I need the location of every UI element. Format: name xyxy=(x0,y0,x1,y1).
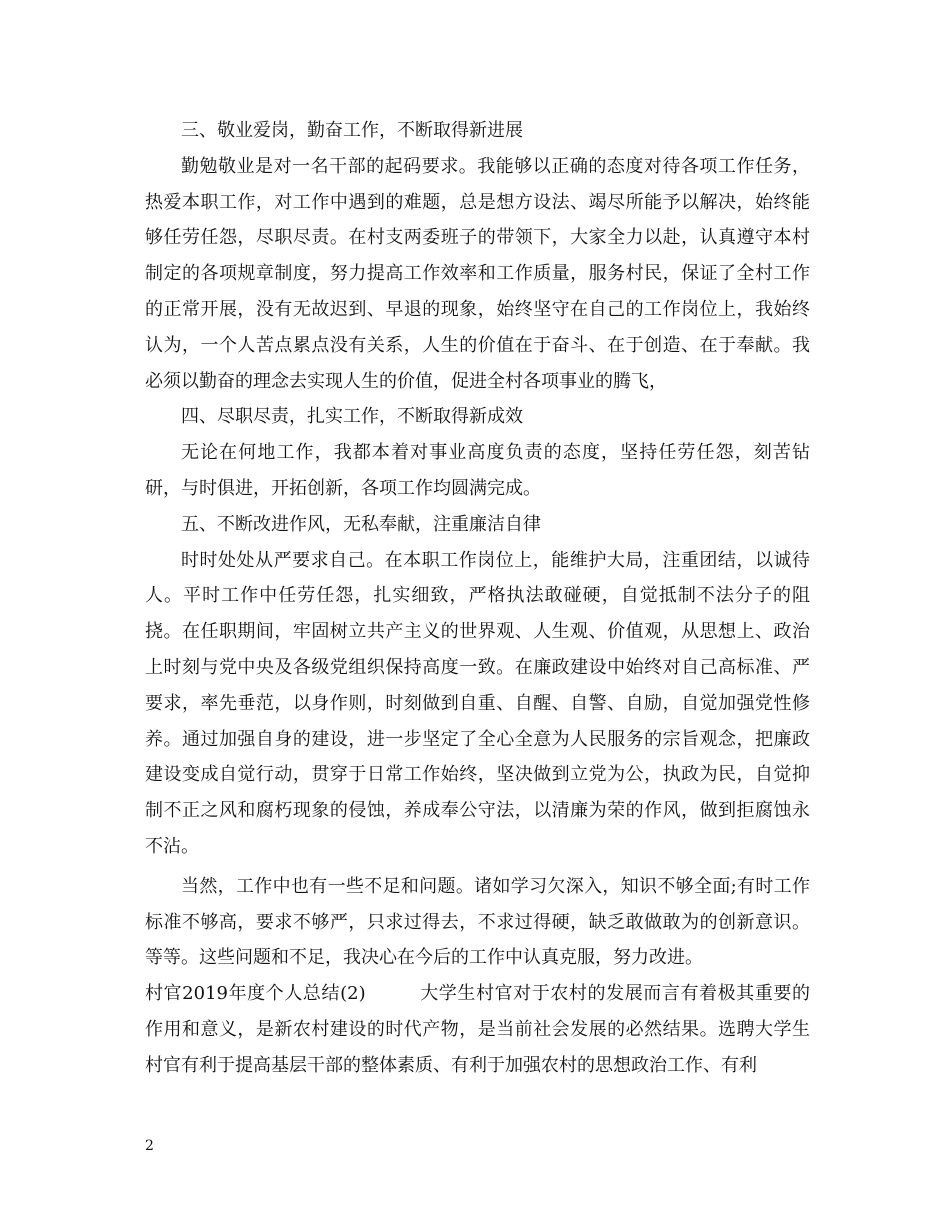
page-number: 2 xyxy=(145,1138,154,1154)
paragraph-responsibility: 无论在何地工作，我都本着对事业高度负责的态度，坚持任劳任怨，刻苦钻研，与时俱进，开拓创新，各项工作均圆满完成。 xyxy=(145,442,810,499)
paragraph-diligence: 勤勉敬业是对一名干部的起码要求。我能够以正确的态度对待各项工作任务，热爱本职工作，对工作中遇到的难题，总是想方设法、竭尽所能予以解决，始终能够任劳任怨，尽职尽责。在村支两委班子的带领下，大家全力以赴，认真遵守本村制定的各项规章制度，努力提高工作效率和工作质量，服务村民，保证了全村工作的正常开展，没有无故迟到、早退的现象，始终坚守在自己的工作岗位上，我始终认为，一个人苦点累点没有关系，人生的价值在于奋斗、在于创造、在于奉献。我必须以勤奋的理念去实现人生的价值，促进全村各项事业的腾飞， xyxy=(145,155,810,392)
paragraph-next-summary xyxy=(145,976,810,1083)
next-summary-text: 大学生村官对于农村的发展而言有着极其重要的作用和意义，是新农村建设的时代产物，是当前社会发展的必然结果。选聘大学生村官有利于提高基层干部的整体素质、有利于加强农村的思想政治工作、有利 xyxy=(145,983,811,1076)
section-heading-3: 三、敬业爱岗，勤奋工作，不断取得新进展 xyxy=(181,120,523,141)
paragraph-integrity: 时时处处从严要求自己。在本职工作岗位上，能维护大局，注重团结，以诚待人。平时工作中任劳任怨，扎实细致，严格执法敢碰硬，自觉抵制不法分子的阻挠。在任职期间，牢固树立共产主义的世界观、人生观、价值观，从思想上、政治上时刻与党中央及各级党组织保持高度一致。在廉政建设中始终对自己高标准、严要求，率先垂范，以身作则，时刻做到自重、自醒、自警、自励，自觉加强党性修养。通过加强自身的建设，进一步坚定了全心全意为人民服务的宗旨观念，把廉政建设变成自觉行动，贯穿于日常工作始终，坚决做到立党为公，执政为民，自觉抑制不正之风和腐朽现象的侵蚀，养成奉公守法，以清廉为荣的作风，做到拒腐蚀永不沾。 xyxy=(145,549,810,857)
paragraph-shortcomings: 当然，工作中也有一些不足和问题。诸如学习欠深入，知识不够全面;有时工作标准不够高，要求不够严，只求过得去，不求过得硬，缺乏敢做敢为的创新意识。等等。这些问题和不足，我决心在今后的工作中认真克服，努力改进。 xyxy=(145,875,810,969)
section-heading-4: 四、尽职尽责，扎实工作，不断取得新成效 xyxy=(181,406,523,428)
section-heading-5: 五、不断改进作风，无私奉献，注重廉洁自律 xyxy=(181,513,541,535)
document-body xyxy=(145,113,810,1084)
next-summary-title: 村官2019年度个人总结(2) xyxy=(145,983,366,1005)
